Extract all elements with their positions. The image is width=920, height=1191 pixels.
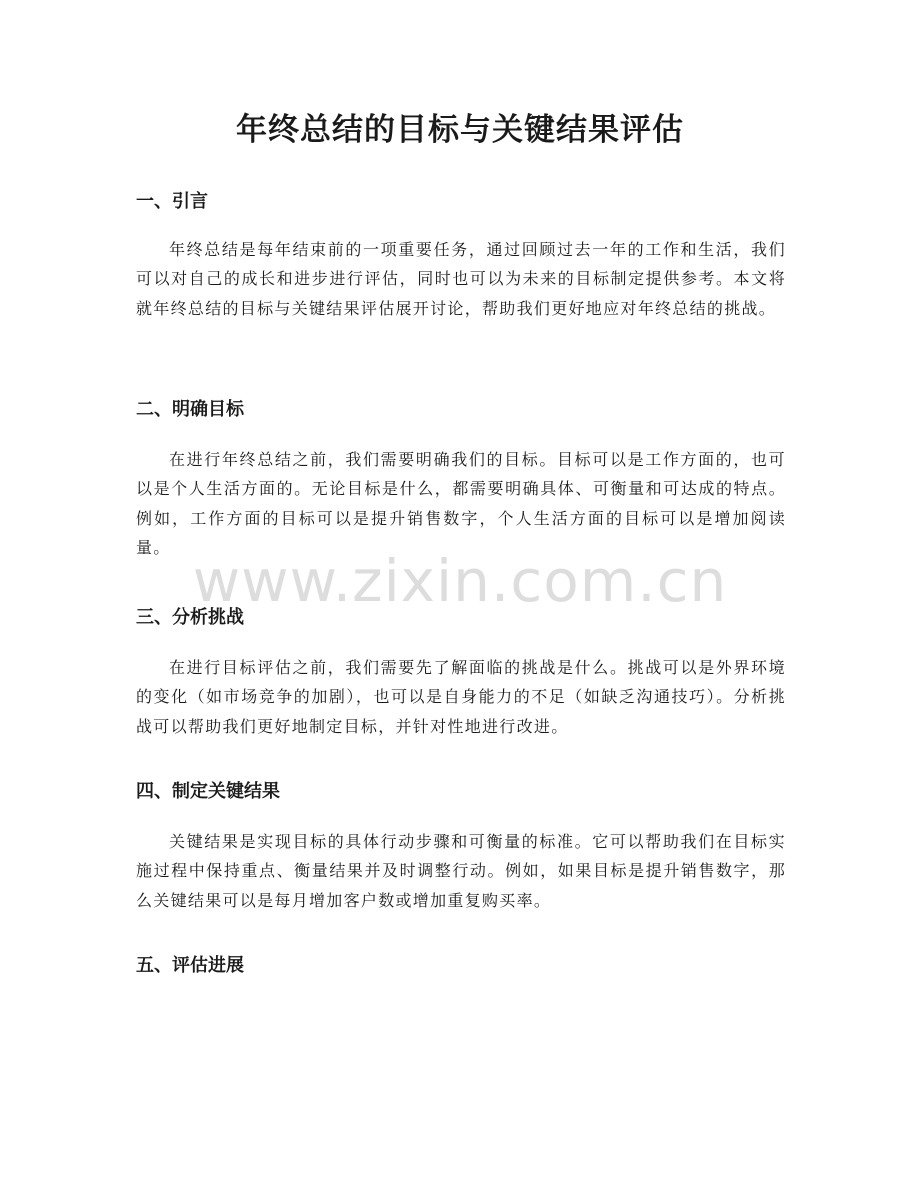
section-paragraph-analyze-challenges: 在进行目标评估之前，我们需要先了解面临的挑战是什么。挑战可以是外界环境的变化（如市场竞争的加剧），也可以是自身能力的不足（如缺乏沟通技巧）。分析挑战可以帮助我们更好地制定目标，并针对性地进行改进。 — [136, 658, 786, 736]
section-paragraph-define-goals: 在进行年终总结之前，我们需要明确我们的目标。目标可以是工作方面的，也可以是个人生活方面的。无论目标是什么，都需要明确具体、可衡量和可达成的特点。例如，工作方面的目标可以是提升销售数字，个人生活方面的目标可以是增加阅读量。 — [136, 450, 786, 557]
section-paragraph-introduction: 年终总结是每年结束前的一项重要任务，通过回顾过去一年的工作和生活，我们可以对自己的成长和进步进行评估，同时也可以为未来的目标制定提供参考。本文将就年终总结的目标与关键结果评估展开讨论，帮助我们更好地应对年终总结的挑战。 — [136, 240, 786, 318]
section-heading-evaluate-progress: 五、评估进展 — [136, 955, 244, 976]
section-heading-define-goals: 二、明确目标 — [136, 399, 244, 420]
section-heading-analyze-challenges: 三、分析挑战 — [136, 607, 244, 628]
document-title: 年终总结的目标与关键结果评估 — [236, 112, 684, 148]
section-heading-introduction: 一、引言 — [136, 191, 208, 212]
watermark-text: www.zixin.com.cn — [192, 547, 728, 615]
section-paragraph-key-results: 关键结果是实现目标的具体行动步骤和可衡量的标准。它可以帮助我们在目标实施过程中保持重点、衡量结果并及时调整行动。例如，如果目标是提升销售数字，那么关键结果可以是每月增加客户数或增加重复购买率。 — [136, 832, 786, 910]
section-heading-key-results: 四、制定关键结果 — [136, 781, 280, 802]
